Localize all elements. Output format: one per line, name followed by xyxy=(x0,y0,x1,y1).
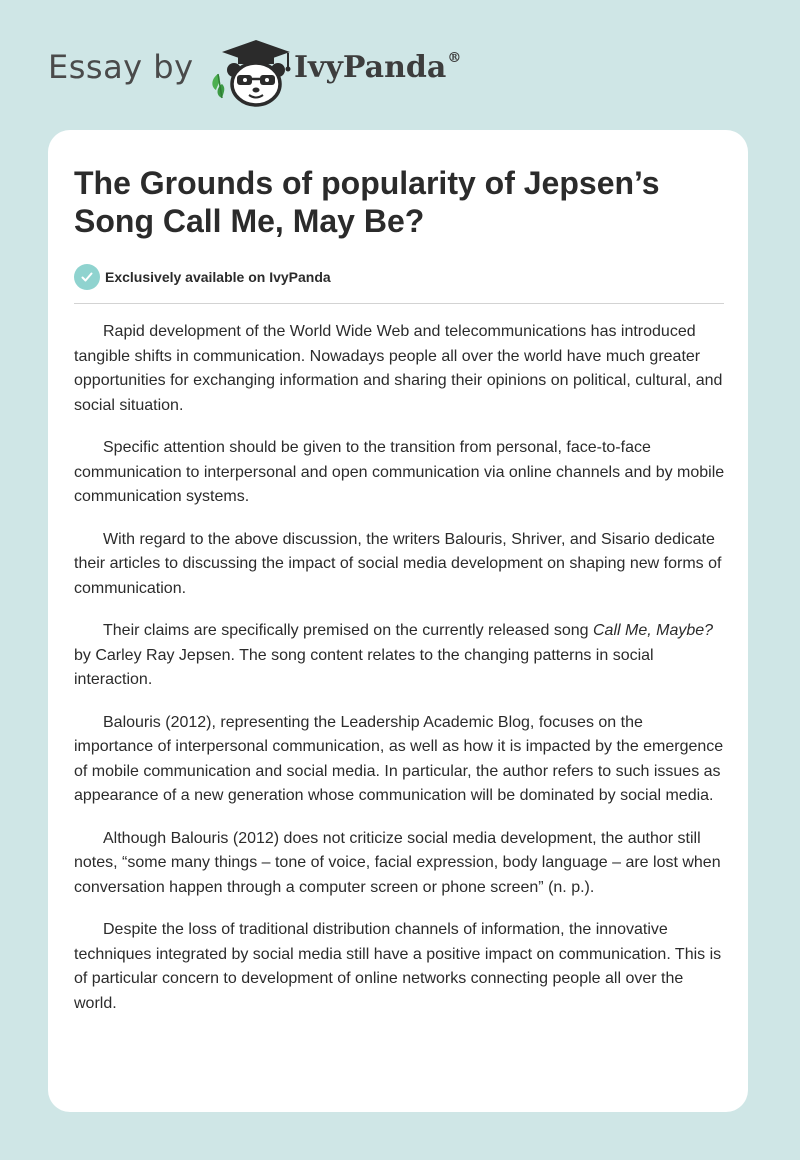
paragraph-5: Balouris (2012), representing the Leadership Academic Blog, focuses on the importance of interpersonal communication, as well as how it is impacted by the emergence of mobile communication and social media. In particular, the author refers to such issues as appearance of a new generation whose communication will be dominated by social media. xyxy=(74,713,724,804)
exclusive-badge-label: Exclusively available on IvyPanda xyxy=(105,269,331,285)
paragraph-3: With regard to the above discussion, the writers Balouris, Shriver, and Sisario dedicate their articles to discussing the impact of social media development on shaping new forms of communication. xyxy=(74,530,722,597)
song-title: Call Me, Maybe? xyxy=(593,622,714,639)
paragraph-7: Despite the loss of traditional distribution channels of information, the innovative techniques integrated by social media still have a positive impact on communication. This is of particular concern to development of online networks connecting people all over the world. xyxy=(74,921,722,1012)
registered-mark: ® xyxy=(447,50,462,66)
site-header xyxy=(48,32,468,112)
brand-name[interactable]: IvyPanda® xyxy=(294,50,462,85)
paragraph-6: Although Balouris (2012) does not criticize social media development, the author still notes, “some many things – tone of voice, facial expression, body language – are lost when conversation happen through a computer screen or phone screen” (n. p.). xyxy=(74,829,721,896)
paragraph-2: Specific attention should be given to the transition from personal, face-to-face communication to interpersonal and open communication via online channels and by mobile communication systems. xyxy=(74,439,725,505)
exclusive-badge xyxy=(74,263,331,291)
essay-body xyxy=(74,320,726,1034)
paragraph-4-rest: by Carley Ray Jepsen. The song content relates to the changing patterns in social interaction. xyxy=(74,646,654,688)
paragraph-4 xyxy=(74,619,726,693)
title-divider xyxy=(74,303,724,304)
paragraph-4-lead: Their claims are specifically premised on the currently released song xyxy=(103,622,593,639)
essay-card xyxy=(48,130,748,1112)
check-circle-icon xyxy=(74,264,100,290)
ivy-leaf-icon xyxy=(212,74,224,98)
paragraph-1: Rapid development of the World Wide Web and telecommunications has introduced tangible shifts in communication. Nowadays people all over the world have much greater opportunities for exchanging information and sharing their opinions on political, cultural, and social situation. xyxy=(74,323,723,414)
essay-by-label: Essay by xyxy=(48,48,194,86)
panda-graduate-logo-icon[interactable] xyxy=(204,34,294,110)
essay-title: The Grounds of popularity of Jepsen’s Song Call Me, May Be? xyxy=(74,165,660,239)
